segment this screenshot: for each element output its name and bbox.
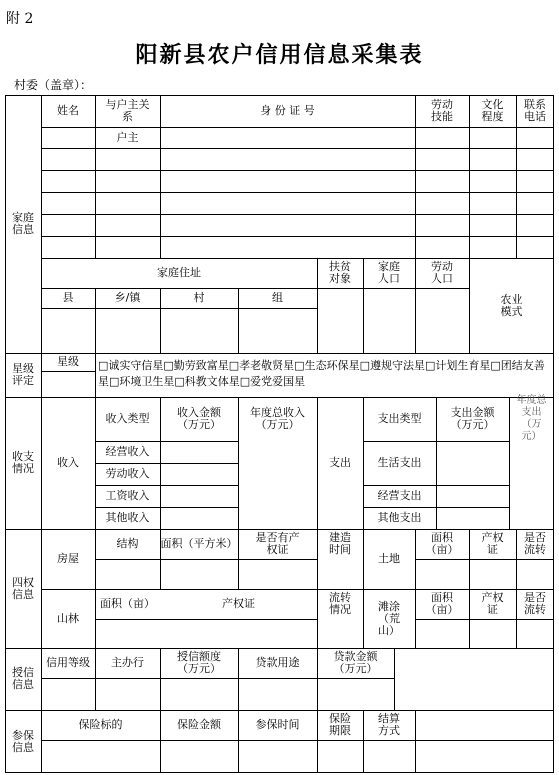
expense-row-other: 其他支出 [377, 511, 422, 524]
insurance-subject-header: 保险标的 [78, 718, 123, 731]
credit-limit-header: 授信额度（万元） [177, 650, 221, 675]
land-cert-header: 产权证 [481, 531, 504, 556]
col-header-phone: 联系电话 [524, 98, 546, 123]
address-header: 家庭住址 [157, 266, 201, 279]
county-header: 县 [62, 291, 74, 304]
insurance-time-header: 参保时间 [255, 718, 300, 731]
star-label: 星级 [57, 355, 79, 368]
annual-income-header: 年度总收入（万元） [250, 406, 305, 431]
star-options: □诚实守信星□勤劳致富星□孝老敬贤星□生态环保星□遵规守法星□计划生育星□团结友善星□环境卫生星□科教文体星□爱党爱国星 [98, 359, 545, 388]
house-structure-header: 结构 [116, 537, 139, 550]
section-label-insurance: 参保信息 [12, 728, 34, 754]
land-label: 土地 [378, 552, 400, 565]
house-area-header: 面积（平方米） [160, 537, 238, 550]
house-built-header: 建造时间 [329, 531, 351, 556]
income-row-business: 经营收入 [105, 445, 150, 458]
settlement-header: 结算方式 [378, 712, 400, 737]
income-row-wage: 工资收入 [105, 489, 150, 502]
expense-row-living: 生活支出 [377, 456, 422, 469]
annex-label: 附 2 [6, 11, 34, 27]
expense-type-header: 支出类型 [377, 412, 422, 425]
form-title: 阳新县农户信用信息采集表 [135, 42, 424, 68]
village-committee-label: 村委（盖章）： [14, 78, 93, 92]
township-header: 乡/镇 [114, 291, 141, 304]
expense-label: 支出 [329, 456, 351, 469]
section-label-finance: 收支情况 [12, 450, 34, 475]
insurance-amount-header: 保险金额 [177, 718, 221, 731]
credit-bank-header: 主办行 [111, 656, 144, 669]
expense-row-business: 经营支出 [377, 489, 422, 502]
land-transfer-header: 是否流转 [524, 531, 546, 556]
col-header-relation: 与户主关系 [105, 98, 150, 123]
village-header: 村 [193, 291, 205, 304]
householder-label: 户主 [116, 130, 139, 144]
forest-label: 山林 [57, 611, 79, 625]
section-label-rating: 星级评定 [12, 362, 34, 387]
beach-label: 滩涂（荒山） [378, 599, 400, 637]
credit-level-header: 信用等级 [46, 656, 90, 669]
expense-amount-header: 支出金额（万元） [450, 406, 495, 431]
forest-cert-header: 产权证 [222, 597, 255, 610]
house-cert-header: 是否有产权证 [255, 531, 300, 556]
section-label-property: 四权信息 [12, 575, 34, 601]
forest-area-header: 面积（亩） [100, 597, 155, 610]
col-header-name: 姓名 [57, 104, 79, 117]
forest-transfer-header: 流转情况 [329, 591, 351, 616]
beach-area-header: 面积（亩） [425, 591, 459, 616]
loan-purpose-header: 贷款用途 [255, 656, 300, 669]
section-label-family: 家庭信息 [12, 211, 34, 236]
population-header: 家庭人口 [378, 260, 400, 285]
farming-mode-header: 农业模式 [500, 292, 523, 318]
col-header-skills: 劳动技能 [431, 98, 453, 123]
section-label-credit: 授信信息 [12, 666, 34, 691]
poverty-header: 扶贫对象 [329, 260, 351, 285]
loan-amount-header: 贷款金额（万元） [333, 650, 378, 675]
col-header-id-number: 身 份 证 号 [260, 104, 315, 117]
land-area-header: 面积（亩） [425, 531, 459, 556]
income-row-labor: 劳动收入 [105, 467, 150, 480]
labor-header: 劳动人口 [431, 260, 453, 285]
col-header-education: 文化程度 [481, 98, 504, 123]
income-row-other: 其他收入 [105, 511, 150, 524]
house-label: 房屋 [57, 552, 79, 565]
beach-cert-header: 产权证 [481, 591, 504, 616]
insurance-period-header: 保险期限 [329, 712, 351, 737]
income-type-header: 收入类型 [105, 412, 150, 425]
income-amount-header: 收入金额（万元） [177, 406, 221, 431]
beach-transfer-header: 是否流转 [524, 591, 546, 616]
annual-expense-header: 年度总支出（万元） [516, 395, 547, 442]
group-header: 组 [272, 291, 283, 304]
income-label: 收入 [57, 456, 79, 469]
